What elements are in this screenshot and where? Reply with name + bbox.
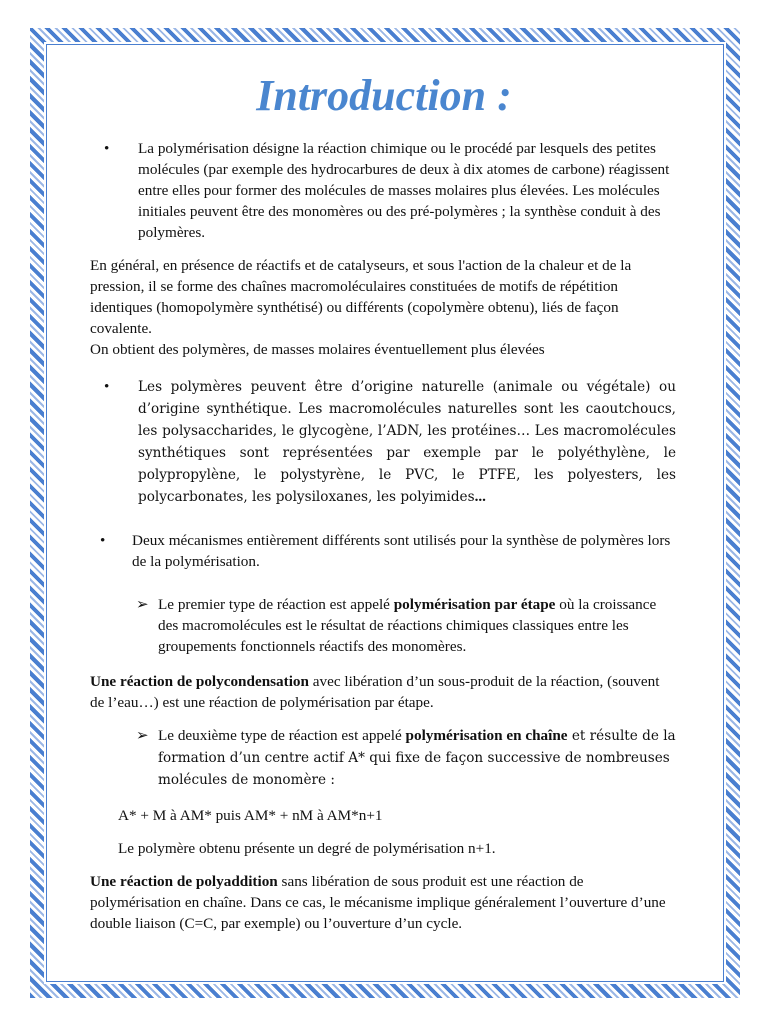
equation: A* + M à AM* puis AM* + nM à AM*n+1 — [118, 807, 383, 824]
paragraph-text: sans libération de sous produit est une réaction de polymérisation en chaîne. Dans ce cas, le mécanisme implique généralement l’ouverture d’une double liaison (C=C, par exemple) ou l’ouverture d’un cycle. — [90, 873, 666, 932]
paragraph-polyaddition — [90, 871, 676, 934]
item-bold-term: polymérisation par étape — [393, 596, 556, 613]
paragraph-degree: Le polymère obtenu présente un degré de polymérisation n+1. — [118, 840, 496, 857]
item-text-2: et résulte de la formation d’un centre actif A* qui fixe de façon successive de nombreuses molécules de monomère : — [158, 728, 676, 788]
item-text-2: où la croissance des macromolécules est le résultat de réactions chimiques classiques entre les groupements fonctionnels réactifs des monomères. — [158, 596, 657, 655]
bullet-text: Les polymères peuvent être d’origine naturelle (animale ou végétale) ou d’origine synthétique. Les macromolécules naturelles sont les caoutchoucs, les polysaccharides, le glycogène, l’ADN, les protéines… Les macromolécules synthétiques sont représentées par exemple par le polyéthylène, le polypropylène, le polystyrène, le PVC, le PTFE, les polyesters, les polycarbonates, les polysiloxanes, les polyimides — [138, 379, 676, 505]
arrow-item-chain-polymerization — [90, 725, 676, 791]
page-title: Introduction : — [256, 71, 512, 120]
paragraph-text: En général, en présence de réactifs et de catalyseurs, et sous l'action de la chaleur et de la pression, il se forme des chaînes macromoléculaires constituées de motifs de répétition identiques (homopolymère synthétisé) ou différents (copolymère obtenu), liés de façon covalente. — [90, 257, 632, 337]
bullet-icon: • — [104, 378, 110, 395]
paragraph-bold-term: Une réaction de polyaddition — [90, 873, 278, 890]
bullet-definition — [90, 138, 676, 243]
bullet-icon: • — [104, 140, 110, 157]
paragraph-text-2: On obtient des polymères, de masses molaires éventuellement plus élevées — [90, 341, 545, 358]
arrow-bullet-icon: ➢ — [136, 727, 149, 744]
bullet-text: Deux mécanismes entièrement différents sont utilisés pour la synthèse de polymères lors de la polymérisation. — [132, 532, 671, 570]
arrow-item-step-polymerization — [90, 594, 676, 657]
item-text: Le deuxième type de réaction est appelé — [158, 727, 406, 744]
paragraph-polycondensation — [90, 671, 676, 713]
bullet-origins — [90, 376, 676, 508]
bullet-icon: • — [100, 532, 106, 549]
item-bold-term: polymérisation en chaîne — [405, 727, 568, 744]
bullet-text: La polymérisation désigne la réaction chimique ou le procédé par lesquels des petites molécules (par exemple des hydrocarbures de deux à dix atomes de carbone) réagissent entre elles pour former des molécules de masses molaires plus élevées. Les molécules initiales peuvent être des monomères ou des pré-polymères ; la synthèse conduit à des polymères. — [138, 140, 670, 241]
item-text: Le premier type de réaction est appelé — [158, 596, 394, 613]
document-body — [90, 138, 676, 934]
bullet-mechanisms — [90, 530, 676, 572]
paragraph-text: avec libération d’un sous-produit de la réaction, (souvent de l’eau…) est une réaction de polymérisation par étape. — [90, 673, 660, 711]
paragraph-general — [90, 255, 676, 360]
arrow-bullet-icon: ➢ — [136, 596, 149, 613]
bullet-ellipsis: ... — [474, 488, 486, 505]
paragraph-bold-term: Une réaction de polycondensation — [90, 673, 309, 690]
